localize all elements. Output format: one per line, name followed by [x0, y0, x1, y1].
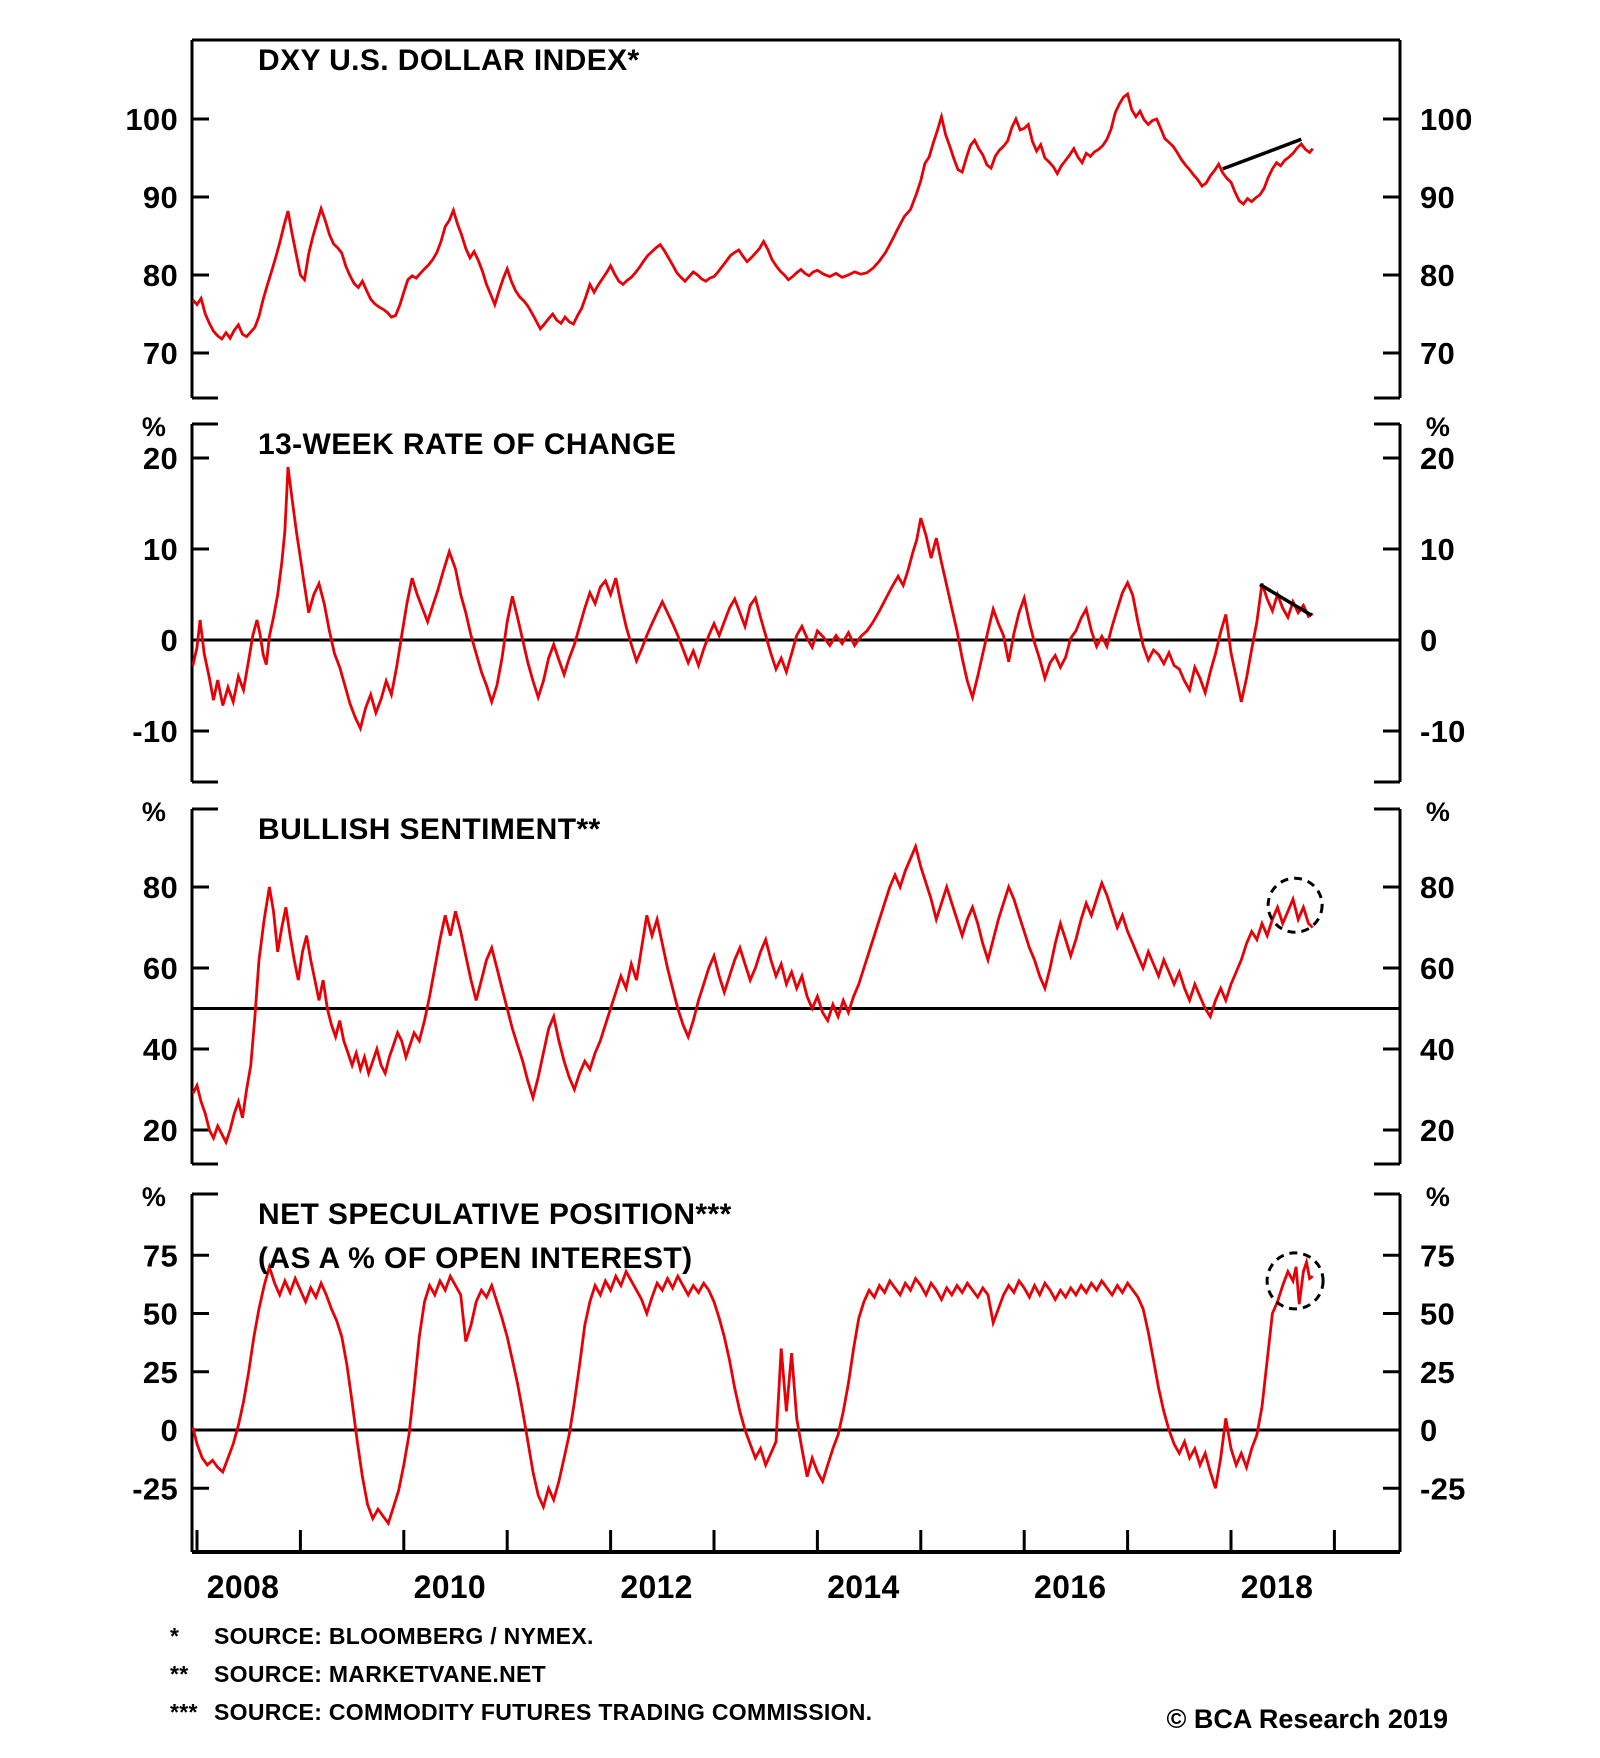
y-axis-unit-left: %	[141, 1182, 167, 1212]
panel-4-circle-annotation	[1267, 1253, 1323, 1309]
y-tick-label-right: 70	[1420, 336, 1456, 371]
x-axis	[197, 1530, 1334, 1605]
panel-3	[142, 797, 1455, 1164]
y-tick-label-left: 80	[142, 870, 178, 905]
y-tick-label-right: 80	[1420, 258, 1456, 293]
panel-3-title: BULLISH SENTIMENT**	[258, 813, 601, 846]
y-tick-label-left: 0	[160, 1413, 178, 1448]
y-tick-label-right: 25	[1420, 1354, 1456, 1390]
footnote-3	[170, 1699, 872, 1726]
panel-1-trendline-annotation	[1223, 139, 1302, 169]
y-tick-label-left: -10	[132, 714, 178, 749]
footnote-3-mark: ***	[170, 1699, 198, 1725]
y-axis-unit-left: %	[141, 797, 167, 827]
panel-4-title-line2: (AS A % OF OPEN INTEREST)	[258, 1242, 693, 1275]
footnote-2-mark: **	[170, 1661, 189, 1687]
y-tick-label-left: 70	[142, 336, 178, 371]
y-tick-label-right: 20	[1420, 1113, 1456, 1148]
y-tick-label-left: 75	[142, 1238, 178, 1274]
y-axis-unit-left: %	[141, 412, 167, 442]
y-tick-label-left: 20	[142, 441, 178, 476]
y-tick-label-left: 100	[125, 102, 178, 137]
y-axis-unit-right: %	[1425, 797, 1451, 827]
y-axis-unit-right: %	[1425, 1182, 1451, 1212]
copyright-notice: © BCA Research 2019	[1166, 1704, 1448, 1734]
footnote-2-text: SOURCE: MARKETVANE.NET	[214, 1661, 547, 1687]
y-tick-label-right: 90	[1420, 180, 1456, 215]
y-tick-label-right: 60	[1420, 951, 1456, 986]
y-tick-label-left: 40	[142, 1032, 178, 1067]
x-tick-label: 2016	[1034, 1569, 1107, 1605]
panel-1-title: DXY U.S. DOLLAR INDEX*	[258, 44, 640, 77]
y-tick-label-left: 25	[142, 1354, 178, 1390]
y-tick-label-right: 0	[1420, 623, 1438, 658]
y-tick-label-right: 75	[1420, 1238, 1456, 1274]
panel-1	[125, 40, 1472, 398]
y-tick-label-left: -25	[132, 1471, 178, 1507]
panel-2-series	[193, 467, 1313, 728]
panel-4-title-line1: NET SPECULATIVE POSITION***	[258, 1198, 732, 1231]
x-tick-label: 2012	[620, 1569, 693, 1605]
footnote-3-text: SOURCE: COMMODITY FUTURES TRADING COMMISSION.	[214, 1699, 873, 1725]
panel-1-series	[193, 94, 1313, 339]
y-tick-label-right: 40	[1420, 1032, 1456, 1067]
y-tick-label-right: 10	[1420, 532, 1456, 567]
y-axis-unit-right: %	[1425, 412, 1451, 442]
x-tick-label: 2018	[1240, 1569, 1314, 1605]
footnote-2	[170, 1661, 546, 1688]
footnote-1-mark: *	[170, 1623, 180, 1649]
y-tick-label-right: -10	[1420, 714, 1466, 749]
y-tick-label-left: 60	[142, 951, 178, 986]
footnote-1	[170, 1623, 594, 1650]
y-tick-label-right: 80	[1420, 870, 1456, 905]
y-tick-label-right: 0	[1420, 1413, 1438, 1448]
footnote-1-text: SOURCE: BLOOMBERG / NYMEX.	[214, 1623, 594, 1649]
y-tick-label-left: 50	[142, 1296, 178, 1332]
panel-4-series	[193, 1262, 1313, 1523]
panel-4	[132, 1182, 1465, 1552]
y-tick-label-left: 80	[142, 258, 178, 293]
x-tick-label: 2014	[827, 1569, 900, 1605]
x-tick-label: 2008	[206, 1569, 280, 1605]
x-tick-label: 2010	[413, 1569, 486, 1605]
y-tick-label-right: -25	[1420, 1471, 1466, 1507]
y-tick-label-right: 50	[1420, 1296, 1456, 1332]
y-tick-label-right: 100	[1420, 102, 1473, 137]
panel-2-title: 13-WEEK RATE OF CHANGE	[258, 428, 677, 461]
y-tick-label-left: 0	[160, 623, 178, 658]
y-tick-label-left: 90	[142, 180, 178, 215]
panel-2	[132, 412, 1465, 782]
y-tick-label-left: 20	[142, 1113, 178, 1148]
y-tick-label-left: 10	[142, 532, 178, 567]
panel-3-series	[193, 847, 1313, 1143]
y-tick-label-right: 20	[1420, 441, 1456, 476]
